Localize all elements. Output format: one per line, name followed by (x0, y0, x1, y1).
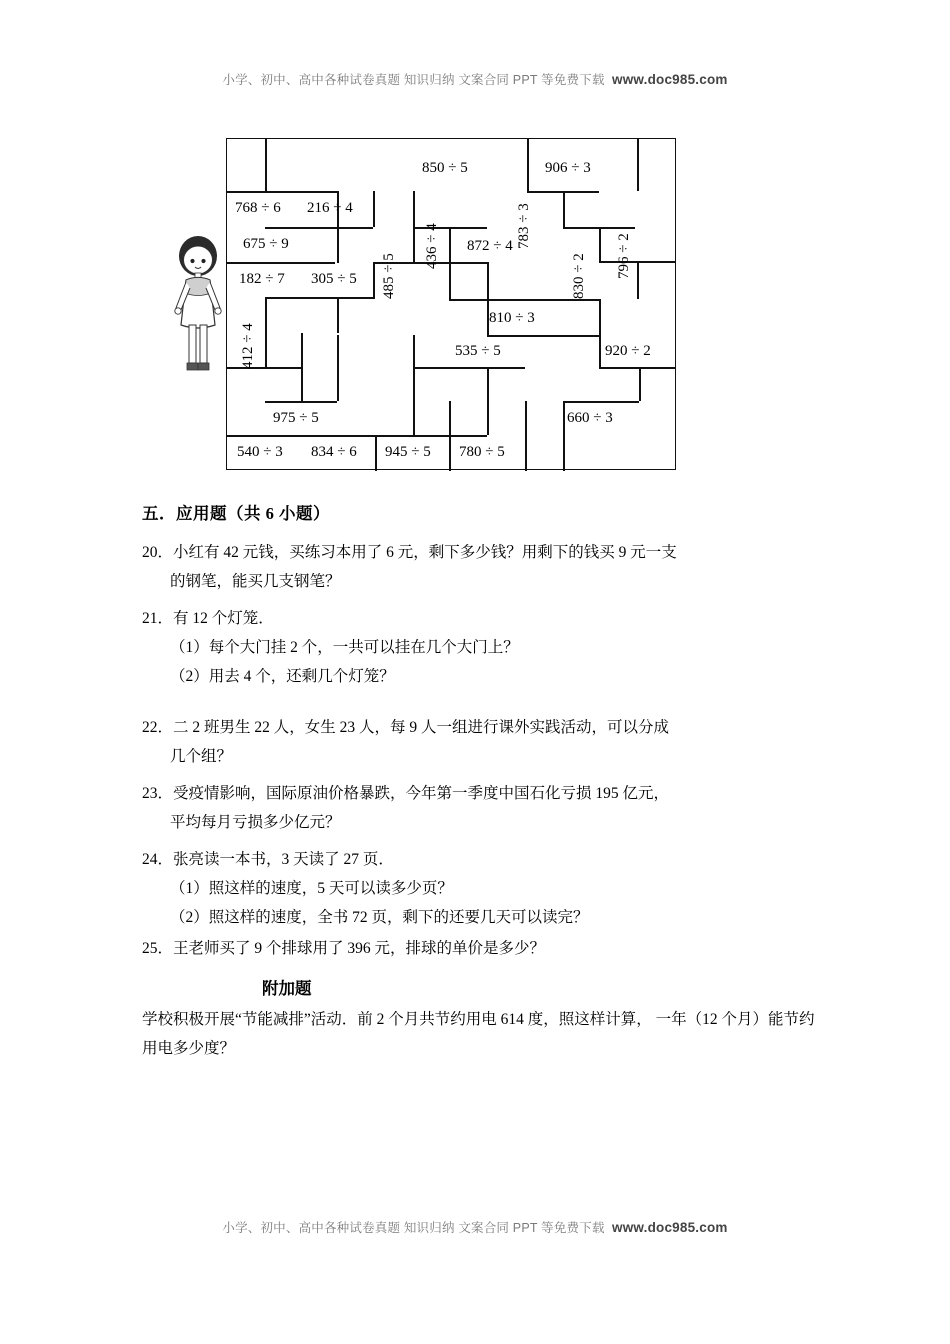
maze-cell: 216 ÷ 4 (307, 200, 353, 216)
question-23 (142, 779, 812, 837)
maze-wall (563, 401, 565, 471)
maze-wall (413, 367, 525, 369)
maze-wall (449, 401, 451, 471)
maze-wall (599, 227, 601, 261)
maze-wall (527, 139, 529, 191)
watermark-site: www.doc985.com (612, 72, 728, 87)
question-21-line-2: （1）每个大门挂 2 个，一共可以挂在几个大门上？ (170, 639, 519, 656)
watermark-text: 小学、初中、高中各种试卷真题 知识归纳 文案合同 PPT 等免费下载 (222, 1221, 605, 1235)
maze-wall (449, 227, 451, 299)
maze-wall (563, 191, 565, 227)
watermark-bottom (0, 1218, 950, 1236)
maze-wall (637, 139, 639, 191)
addon-question (142, 1005, 822, 1063)
maze-wall (413, 335, 415, 435)
maze-cell: 872 ÷ 4 (467, 238, 513, 254)
maze-grid (226, 138, 676, 470)
maze-wall (265, 139, 267, 191)
maze-wall (637, 261, 639, 299)
maze-cell: 906 ÷ 3 (545, 160, 591, 176)
watermark-site: www.doc985.com (612, 1220, 728, 1235)
question-21-line-1: 21．有 12 个灯笼． (142, 610, 274, 627)
maze-wall (413, 191, 415, 263)
maze-wall (487, 367, 489, 435)
question-24-line-3: （2）照这样的速度，全书 72 页，剩下的还要几天可以读完？ (170, 909, 589, 926)
girl-illustration (168, 230, 228, 385)
maze-cell: 485 ÷ 5 (381, 253, 397, 299)
maze-wall (375, 435, 377, 471)
maze-cell: 305 ÷ 5 (311, 271, 357, 287)
question-24 (142, 845, 812, 932)
question-20-line-2: 的钢笔，能买几支钢笔？ (170, 573, 341, 590)
maze-cell: 412 ÷ 4 (240, 323, 256, 369)
question-21 (142, 604, 812, 691)
maze-cell: 850 ÷ 5 (422, 160, 468, 176)
watermark-text: 小学、初中、高中各种试卷真题 知识归纳 文案合同 PPT 等免费下载 (222, 73, 605, 87)
maze-wall (227, 191, 337, 193)
question-21-line-3: （2）用去 4 个，还剩几个灯笼？ (170, 668, 395, 685)
maze-wall (639, 367, 641, 401)
addon-heading: 附加题 (262, 979, 312, 998)
maze-wall (487, 335, 599, 337)
question-23-line-1: 23．受疫情影响，国际原油价格暴跌，今年第一季度中国石化亏损 195 亿元， (142, 785, 670, 802)
maze-wall (599, 367, 675, 369)
maze-wall (373, 191, 375, 227)
maze-wall (227, 262, 335, 264)
question-20-line-1: 20．小红有 42 元钱，买练习本用了 6 元，剩下多少钱？用剩下的钱买 9 元一支 (142, 544, 677, 561)
addon-line-2: 一年（12 个月）能节约用电多少度？ (142, 1011, 815, 1057)
maze-wall (265, 297, 337, 299)
maze-wall (265, 227, 373, 229)
maze-cell: 783 ÷ 3 (516, 203, 532, 249)
question-22-line-1: 22．二 2 班男生 22 人，女生 23 人，每 9 人一组进行课外实践活动，可以分成 (142, 719, 670, 736)
maze-cell: 182 ÷ 7 (239, 271, 285, 287)
maze-wall (449, 299, 599, 301)
question-24-line-1: 24．张亮读一本书，3 天读了 27 页． (142, 851, 394, 868)
maze-wall (373, 262, 375, 298)
maze-cell: 436 ÷ 4 (424, 223, 440, 269)
maze-wall (563, 401, 639, 403)
maze-cell: 810 ÷ 3 (489, 310, 535, 326)
division-maze-figure (168, 130, 788, 480)
question-20 (142, 538, 812, 596)
maze-wall (265, 297, 267, 367)
maze-wall (265, 401, 337, 403)
maze-cell: 535 ÷ 5 (455, 343, 501, 359)
maze-wall (337, 335, 339, 401)
maze-wall (227, 367, 301, 369)
question-23-line-2: 平均每月亏损多少亿元？ (170, 814, 341, 831)
section-heading: 五．应用题（共 6 小题） (142, 504, 330, 523)
maze-cell: 675 ÷ 9 (243, 236, 289, 252)
maze-cell: 834 ÷ 6 (311, 444, 357, 460)
question-22 (142, 713, 812, 771)
maze-wall (227, 435, 337, 437)
maze-wall (599, 299, 601, 367)
maze-wall (337, 297, 339, 333)
maze-wall (301, 333, 303, 401)
maze-wall (335, 297, 375, 299)
maze-cell: 920 ÷ 2 (605, 343, 651, 359)
maze-wall (525, 401, 527, 471)
watermark-top (0, 70, 950, 88)
maze-cell: 975 ÷ 5 (273, 410, 319, 426)
maze-cell: 796 ÷ 2 (616, 233, 632, 279)
question-22-line-2: 几个组？ (170, 748, 233, 765)
addon-line-1: 学校积极开展“节能减排”活动．前 2 个月共节约用电 614 度，照这样计算， (142, 1011, 652, 1028)
maze-cell: 540 ÷ 3 (237, 444, 283, 460)
maze-cell: 660 ÷ 3 (567, 410, 613, 426)
maze-cell: 945 ÷ 5 (385, 444, 431, 460)
question-24-line-2: （1）照这样的速度，5 天可以读多少页？ (170, 880, 453, 897)
question-25-line-1: 25．王老师买了 9 个排球用了 396 元，排球的单价是多少？ (142, 940, 546, 957)
maze-cell: 768 ÷ 6 (235, 200, 281, 216)
question-25 (142, 934, 812, 963)
maze-cell: 830 ÷ 2 (571, 253, 587, 299)
maze-cell: 780 ÷ 5 (459, 444, 505, 460)
